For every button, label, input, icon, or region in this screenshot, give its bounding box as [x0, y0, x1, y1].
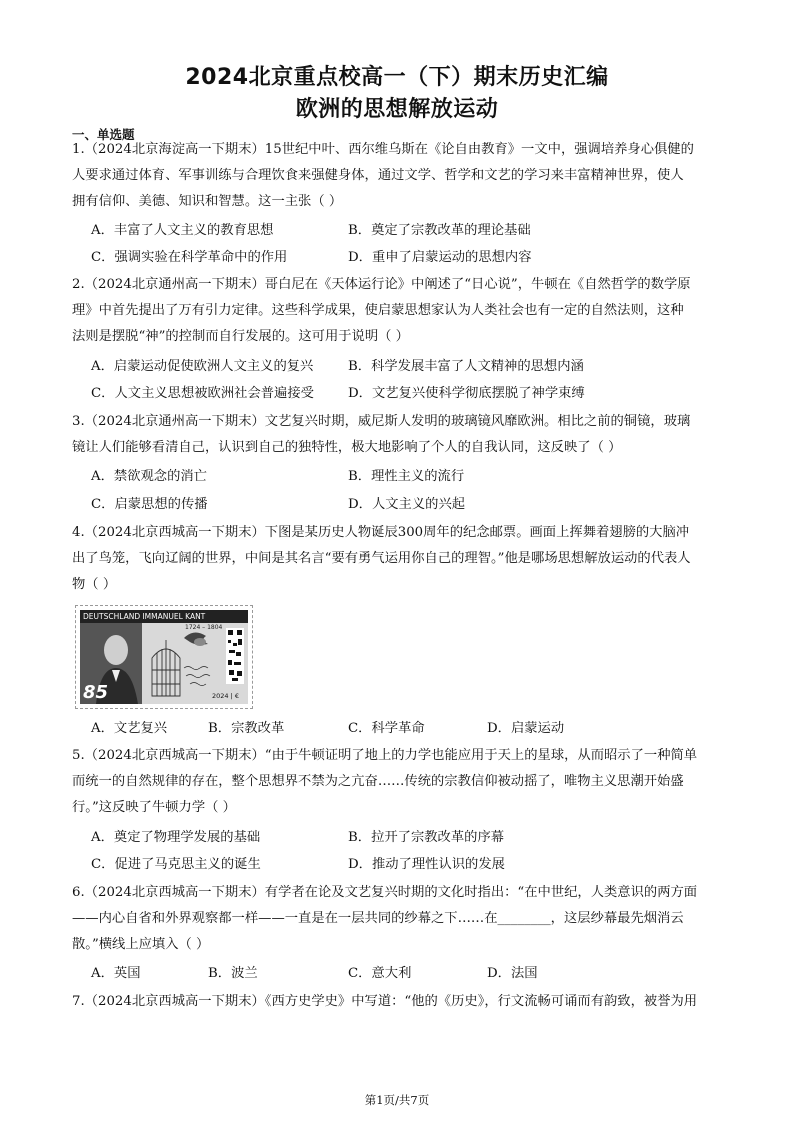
question-6-line-2: ——内心自省和外界观察都一样——一直是在一层共同的纱幕之下……在________，这层纱幕最先烟消云 [72, 911, 684, 926]
question-4-line-3: 物（ ） [72, 577, 117, 592]
question-6-option-a: A．英国 [91, 966, 141, 981]
question-6-line-3: 散。”横线上应填入（ ） [72, 937, 210, 952]
question-3-line-1: 3.（2024北京通州高一下期末）文艺复兴时期，威尼斯人发明的玻璃镜风靡欧洲。相比之前的铜镜，玻璃 [72, 414, 691, 429]
question-5-option-c: C．促进了马克思主义的诞生 [91, 857, 261, 872]
question-6-option-d: D．法国 [487, 966, 538, 981]
question-5-line-3: 行。”这反映了牛顿力学（ ） [72, 800, 236, 815]
question-5-option-d: D．推动了理性认识的发展 [348, 857, 505, 872]
question-6-option-b: B．波兰 [208, 966, 258, 981]
page-subtitle: 欧洲的思想解放运动 [295, 97, 499, 122]
question-5-option-b: B．拉开了宗教改革的序幕 [348, 830, 505, 845]
page-title: 2024北京重点校高一（下）期末历史汇编 [185, 65, 609, 90]
question-1-option-c: C．强调实验在科学革命中的作用 [91, 250, 288, 265]
stamp-years: 1724 – 1804 [185, 624, 223, 631]
question-4-line-2: 出了鸟笼，飞向辽阔的世界，中间是其名言“要有勇气运用你自己的理智。”他是哪场思想解放运动的代表人 [72, 551, 691, 566]
question-2-line-3: 法则是摆脱“神”的控制而自行发展的。这可用于说明（ ） [72, 329, 409, 344]
question-1-line-1: 1.（2024北京海淀高一下期末）15世纪中叶、西尔维乌斯在《论自由教育》一文中，强调培养身心俱健的 [72, 142, 694, 157]
question-3-option-d: D．人文主义的兴起 [348, 497, 466, 512]
question-3-option-a: A．禁欲观念的消亡 [91, 469, 207, 484]
kant-stamp-image [75, 605, 253, 709]
question-4-option-d: D．启蒙运动 [487, 721, 565, 736]
question-5-line-1: 5.（2024北京西城高一下期末）“由于牛顿证明了地上的力学也能应用于天上的星球，从而昭示了一种简单 [72, 748, 698, 763]
question-3-option-b: B．理性主义的流行 [348, 469, 465, 484]
question-1-option-d: D．重申了启蒙运动的思想内容 [348, 250, 532, 265]
question-4-option-b: B．宗教改革 [208, 721, 285, 736]
question-2-line-2: 理》中首先提出了万有引力定律。这些科学成果，使启蒙思想家认为人类社会也有一定的自然法则，这种 [72, 303, 684, 318]
question-2-option-a: A．启蒙运动促使欧洲人文主义的复兴 [91, 359, 314, 374]
question-3-line-2: 镜让人们能够看清自己，认识到自己的独特性，极大地影响了个人的自我认同，这反映了（ ） [72, 440, 622, 455]
question-5-line-2: 而统一的自然规律的存在，整个思想界不禁为之亢奋……传统的宗教信仰被动摇了，唯物主义思潮开始盛 [72, 774, 684, 789]
question-2-line-1: 2.（2024北京通州高一下期末）哥白尼在《天体运行论》中阐述了“日心说”，牛顿在《自然哲学的数学原 [72, 277, 691, 292]
question-4-option-a: A．文艺复兴 [91, 721, 168, 736]
question-1-option-a: A．丰富了人文主义的教育思想 [91, 223, 274, 238]
question-4-option-c: C．科学革命 [348, 721, 425, 736]
question-6-line-1: 6.（2024北京西城高一下期末）有学者在论及文艺复兴时期的文化时指出：“在中世纪，人类意识的两方面 [72, 885, 698, 900]
question-1-option-b: B．奠定了宗教改革的理论基础 [348, 223, 531, 238]
question-2-option-c: C．人文主义思想被欧洲社会普遍接受 [91, 386, 314, 401]
question-1-line-2: 人要求通过体育、军事训练与合理饮食来强健身体，通过文学、哲学和文艺的学习来丰富精神世界，使人 [72, 168, 684, 183]
section-heading: 一、单选题 [72, 127, 135, 142]
page-footer: 第1页/共7页 [364, 1093, 430, 1107]
question-7-line-1: 7.（2024北京西城高一下期末）《西方史学史》中写道：“他的《历史》，行文流畅可诵而有韵致，被誉为用 [72, 994, 698, 1009]
stamp-value: 85 [83, 682, 109, 703]
question-2-option-b: B．科学发展丰富了人文精神的思想内涵 [348, 359, 584, 374]
question-5-option-a: A．奠定了物理学发展的基础 [91, 830, 261, 845]
question-6-option-c: C．意大利 [348, 966, 412, 981]
stamp-header: DEUTSCHLAND IMMANUEL KANT [80, 610, 248, 623]
stamp-year: 2024 | € [212, 692, 239, 700]
question-1-line-3: 拥有信仰、美德、知识和智慧。这一主张（ ） [72, 194, 343, 209]
question-4-line-1: 4.（2024北京西城高一下期末）下图是某历史人物诞辰300周年的纪念邮票。画面上挥舞着翅膀的大脑冲 [72, 525, 690, 540]
question-2-option-d: D．文艺复兴使科学彻底摆脱了神学束缚 [348, 386, 585, 401]
question-3-option-c: C．启蒙思想的传播 [91, 497, 208, 512]
